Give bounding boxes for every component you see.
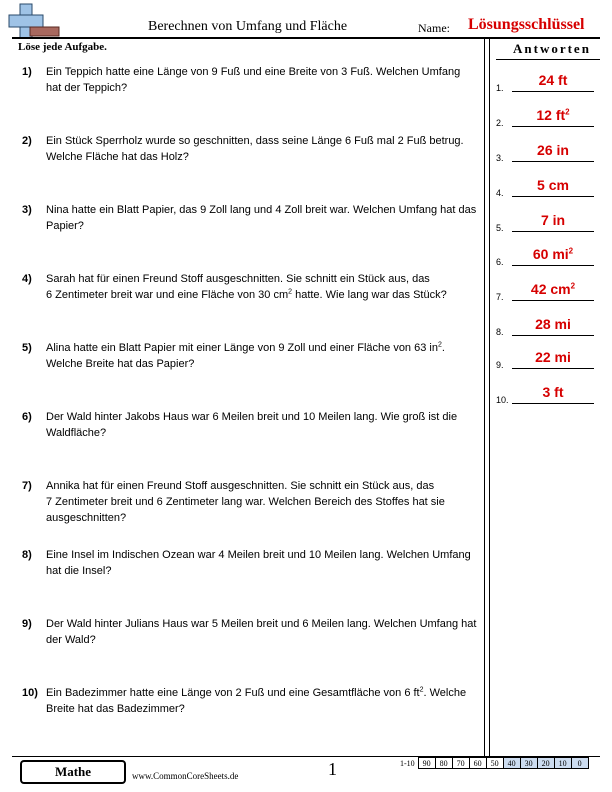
score-cell: 40: [503, 758, 520, 769]
answer-number: 7.: [496, 292, 504, 302]
answer-value: 22 mi: [535, 349, 571, 365]
question-number: 1): [22, 66, 32, 78]
answer-value: 5 cm: [537, 177, 569, 193]
question-number: 6): [22, 411, 32, 423]
score-cell: 90: [418, 758, 435, 769]
column-divider: [489, 38, 490, 756]
answer-value: 7 in: [540, 212, 566, 228]
answer-number: 1.: [496, 83, 504, 93]
answers-heading-underline: [496, 59, 600, 60]
answer-line: [512, 74, 594, 92]
answer-line: [512, 283, 594, 301]
page-number: 1: [328, 759, 337, 779]
question-text: Ein Stück Sperrholz wurde so geschnitten, dass seine Länge 6 Fuß mal 2 Fuß betrug. Welche Fläche hat das Holz?: [46, 135, 464, 163]
question-number: 3): [22, 204, 32, 216]
question-number: 4): [22, 273, 32, 285]
header-divider: [12, 37, 600, 39]
answer-value: 60 $mi^2$: [532, 246, 574, 262]
question-number: 8): [22, 549, 32, 561]
score-cell: 20: [537, 758, 554, 769]
score-cell: 10: [554, 758, 571, 769]
subject-badge: Mathe: [20, 760, 126, 784]
answer-line: [512, 214, 594, 232]
score-cell: 60: [469, 758, 486, 769]
answer-key-label: Lösungsschlüssel: [468, 16, 585, 33]
score-cell: 80: [435, 758, 452, 769]
score-label: 1-10: [400, 758, 415, 768]
score-table: [398, 757, 589, 769]
answer-number: 10.: [496, 395, 509, 405]
instructions: Löse jede Aufgabe.: [18, 41, 107, 53]
question-text: Der Wald hinter Jakobs Haus war 6 Meilen breit und 10 Meilen lang. Wie groß ist die Waldfläche?: [46, 411, 458, 439]
question-text: Sarah hat für einen Freund Stoff ausgeschnitten. Sie schnitt ein Stück aus, das 6 Zentimeter breit war und eine Fläche von 30 $cm^2$ hatte. Wie lang war das Stück?: [46, 273, 447, 301]
answer-line: [512, 248, 594, 266]
question-number: 9): [22, 618, 32, 630]
answer-line: [512, 351, 594, 369]
answer-number: 8.: [496, 327, 504, 337]
answer-line: [512, 109, 594, 127]
question-number: 10): [22, 687, 38, 699]
plus-minus-logo-icon: [8, 3, 60, 41]
answer-number: 9.: [496, 360, 504, 370]
answer-line: [512, 386, 594, 404]
question-text: Annika hat für einen Freund Stoff ausgeschnitten. Sie schnitt ein Stück aus, das 7 Zentimeter breit und 6 Zentimeter lang war. Welchen Bereich des Stoffes hat sie ausgeschnitten?: [46, 480, 445, 524]
worksheet-title: Berechnen von Umfang und Fläche: [148, 19, 348, 34]
question-text: Der Wald hinter Julians Haus war 5 Meilen breit und 6 Meilen lang. Welchen Umfang hat der Wald?: [46, 618, 477, 646]
question-text: Eine Insel im Indischen Ozean war 4 Meilen breit und 10 Meilen lang. Welchen Umfang hat die Insel?: [46, 549, 471, 577]
column-divider: [484, 38, 485, 756]
answer-value: 12 $ft^2$: [536, 107, 570, 123]
answer-value: 28 mi: [535, 316, 571, 332]
answer-number: 5.: [496, 223, 504, 233]
name-label: Name:: [418, 21, 450, 35]
question-text: Ein Badezimmer hatte eine Länge von 2 Fuß und eine Gesamtfläche von 6 $ft^2$. Welche Breite hat das Badezimmer?: [46, 686, 467, 715]
answer-line: [512, 318, 594, 336]
answer-value: 3 ft: [542, 384, 564, 400]
question-text: Alina hatte ein Blatt Papier mit einer Länge von 9 Zoll und einer Fläche von 63 $in^2$. Welche Breite hat das Papier?: [46, 341, 445, 370]
answer-value: 42 $cm^2$: [530, 281, 576, 297]
question-number: 5): [22, 342, 32, 354]
question-text: Nina hatte ein Blatt Papier, das 9 Zoll lang und 4 Zoll breit war. Welchen Umfang hat das Papier?: [46, 204, 477, 232]
question-text: Ein Teppich hatte eine Länge von 9 Fuß und eine Breite von 3 Fuß. Welchen Umfang hat der Teppich?: [46, 66, 461, 94]
score-cell: 30: [520, 758, 537, 769]
answer-number: 3.: [496, 153, 504, 163]
answer-line: [512, 144, 594, 162]
score-cell: 0: [571, 758, 588, 769]
score-cell: 70: [452, 758, 469, 769]
question-number: 7): [22, 480, 32, 492]
score-cell: 50: [486, 758, 503, 769]
answer-number: 6.: [496, 257, 504, 267]
answer-value: 26 in: [537, 142, 569, 158]
answer-line: [512, 179, 594, 197]
answer-number: 4.: [496, 188, 504, 198]
answers-heading: Antworten: [513, 41, 591, 56]
answer-value: 24 ft: [538, 72, 568, 88]
website-label: www.CommonCoreSheets.de: [132, 771, 239, 781]
question-number: 2): [22, 135, 32, 147]
answer-number: 2.: [496, 118, 504, 128]
